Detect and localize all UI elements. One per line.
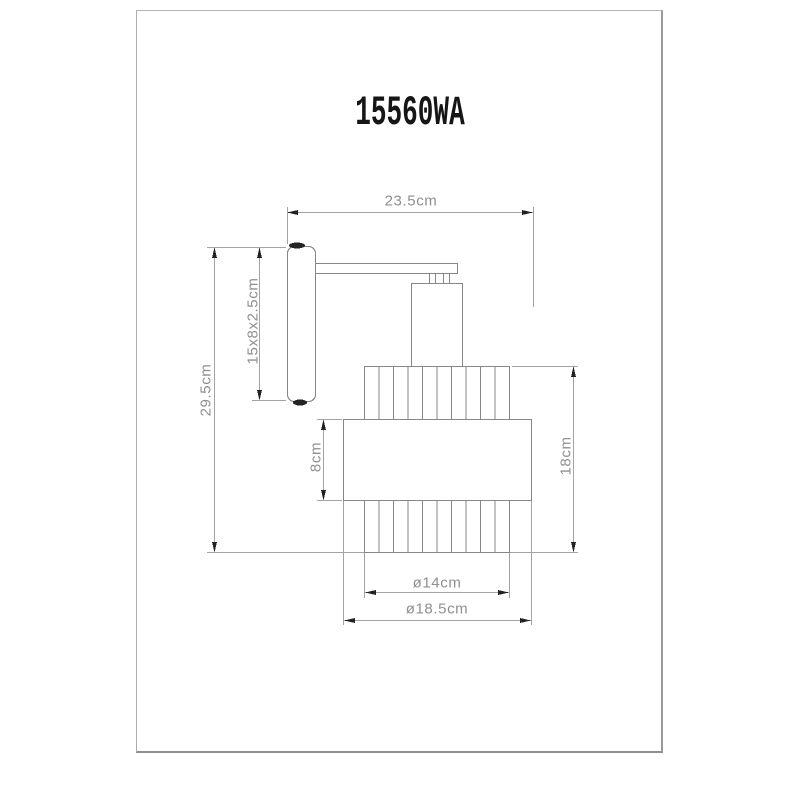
screw-bottom xyxy=(293,400,307,406)
wall-plate xyxy=(288,247,316,402)
dimension-label-shade-height: 18cm xyxy=(557,436,575,476)
arm-joint-right xyxy=(444,274,450,284)
dimension-label-band-height: 8cm xyxy=(307,441,325,473)
arrow-right-icon xyxy=(522,210,533,215)
shade-middle-band xyxy=(344,420,532,501)
dimension-label-backplate: 15x8x2.5cm xyxy=(244,277,262,365)
arrow-down-icon xyxy=(321,490,326,501)
arrow-left-icon xyxy=(344,618,355,623)
dimension-label-arm-projection: 23.5cm xyxy=(384,192,438,210)
screw-top xyxy=(289,243,305,249)
arrow-left-icon xyxy=(365,590,376,595)
arrow-down-icon xyxy=(571,542,576,553)
product-code-text: 15560WA xyxy=(355,89,465,137)
arrow-down-icon xyxy=(257,390,262,401)
arrow-up-icon xyxy=(257,248,262,259)
lamp-socket xyxy=(412,284,463,367)
arrow-left-icon xyxy=(287,210,298,215)
lamp-object xyxy=(288,243,532,553)
dimension-label-total-height: 29.5cm xyxy=(197,363,215,417)
arrow-right-icon xyxy=(498,590,509,595)
arm-joint-left xyxy=(430,274,436,284)
dimension-label-outer-diameter: ø18.5cm xyxy=(405,600,469,618)
arrow-up-icon xyxy=(212,248,217,259)
dimension-label-inner-diameter: ø14cm xyxy=(412,574,462,592)
arrow-up-icon xyxy=(571,367,576,378)
arrow-up-icon xyxy=(321,420,326,431)
arrow-down-icon xyxy=(212,542,217,553)
arrow-right-icon xyxy=(520,618,531,623)
mounting-arm xyxy=(316,264,458,274)
